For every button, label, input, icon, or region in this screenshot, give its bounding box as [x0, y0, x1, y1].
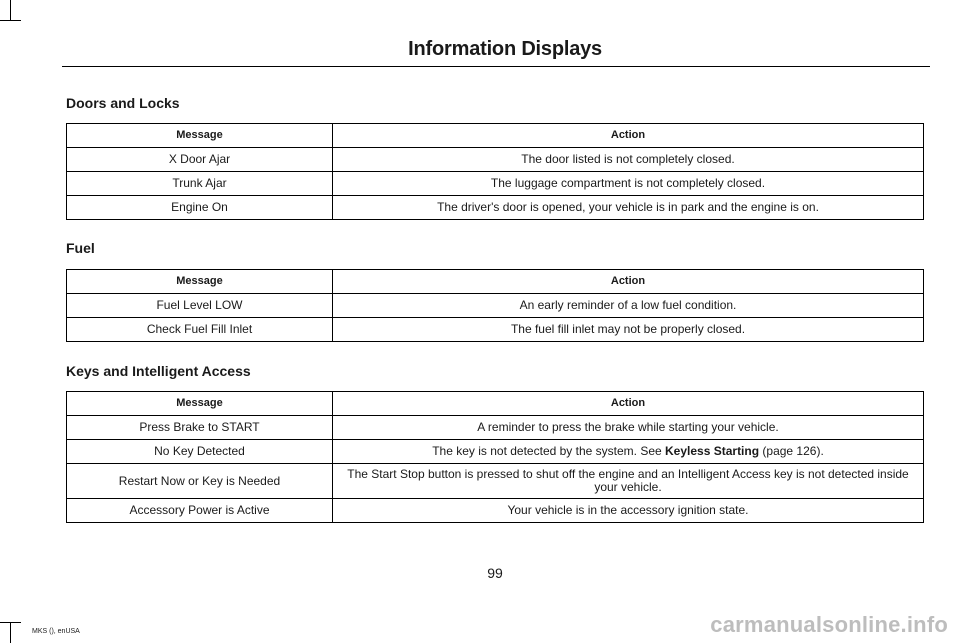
message-cell: Press Brake to START	[67, 416, 333, 440]
keys-and-intelligent-access-table	[66, 391, 924, 523]
document-code: MKS (), enUSA	[32, 628, 80, 635]
message-cell: Check Fuel Fill Inlet	[67, 318, 333, 342]
crop-mark	[0, 20, 21, 21]
message-cell: No Key Detected	[67, 440, 333, 464]
page-reference-link: Keyless Starting	[665, 444, 760, 458]
crop-mark	[10, 622, 11, 643]
message-cell: Engine On	[67, 196, 333, 220]
section-heading-doors-and-locks: Doors and Locks	[66, 95, 180, 111]
table-header-row	[67, 392, 924, 416]
column-header-action: Action	[333, 392, 924, 416]
fuel-table	[66, 269, 924, 342]
message-cell: Fuel Level LOW	[67, 294, 333, 318]
table-row	[67, 196, 924, 220]
page-header-title: Information Displays	[408, 38, 602, 60]
action-cell	[333, 440, 924, 464]
column-header-message: Message	[67, 270, 333, 294]
action-cell: The luggage compartment is not completely closed.	[333, 172, 924, 196]
message-cell: Accessory Power is Active	[67, 499, 333, 523]
section-heading-keys-and-intelligent-access: Keys and Intelligent Access	[66, 363, 251, 379]
table-row	[67, 440, 924, 464]
crop-mark	[10, 0, 11, 21]
message-cell: Trunk Ajar	[67, 172, 333, 196]
table-header-row	[67, 124, 924, 148]
column-header-message: Message	[67, 392, 333, 416]
table-row	[67, 464, 924, 499]
action-cell: The door listed is not completely closed.	[333, 148, 924, 172]
header-divider	[62, 66, 930, 67]
watermark: carmanualsonline.info	[710, 612, 948, 637]
table-row	[67, 499, 924, 523]
action-cell: Your vehicle is in the accessory ignition state.	[333, 499, 924, 523]
section-heading-fuel: Fuel	[66, 240, 95, 256]
message-cell: Restart Now or Key is Needed	[67, 464, 333, 499]
action-text: (page 126).	[759, 444, 824, 458]
action-cell: An early reminder of a low fuel condition.	[333, 294, 924, 318]
action-cell: The driver's door is opened, your vehicle is in park and the engine is on.	[333, 196, 924, 220]
action-cell: A reminder to press the brake while starting your vehicle.	[333, 416, 924, 440]
doors-and-locks-table	[66, 123, 924, 220]
table-row	[67, 416, 924, 440]
page-number: 99	[487, 565, 503, 581]
column-header-message: Message	[67, 124, 333, 148]
message-cell: X Door Ajar	[67, 148, 333, 172]
action-cell: The fuel fill inlet may not be properly closed.	[333, 318, 924, 342]
table-row	[67, 148, 924, 172]
action-cell: The Start Stop button is pressed to shut off the engine and an Intelligent Access key is not detected inside your vehicle.	[333, 464, 924, 499]
table-row	[67, 294, 924, 318]
column-header-action: Action	[333, 124, 924, 148]
table-header-row	[67, 270, 924, 294]
action-text: The key is not detected by the system. See	[432, 444, 666, 458]
crop-mark	[0, 622, 21, 623]
table-row	[67, 318, 924, 342]
table-row	[67, 172, 924, 196]
column-header-action: Action	[333, 270, 924, 294]
